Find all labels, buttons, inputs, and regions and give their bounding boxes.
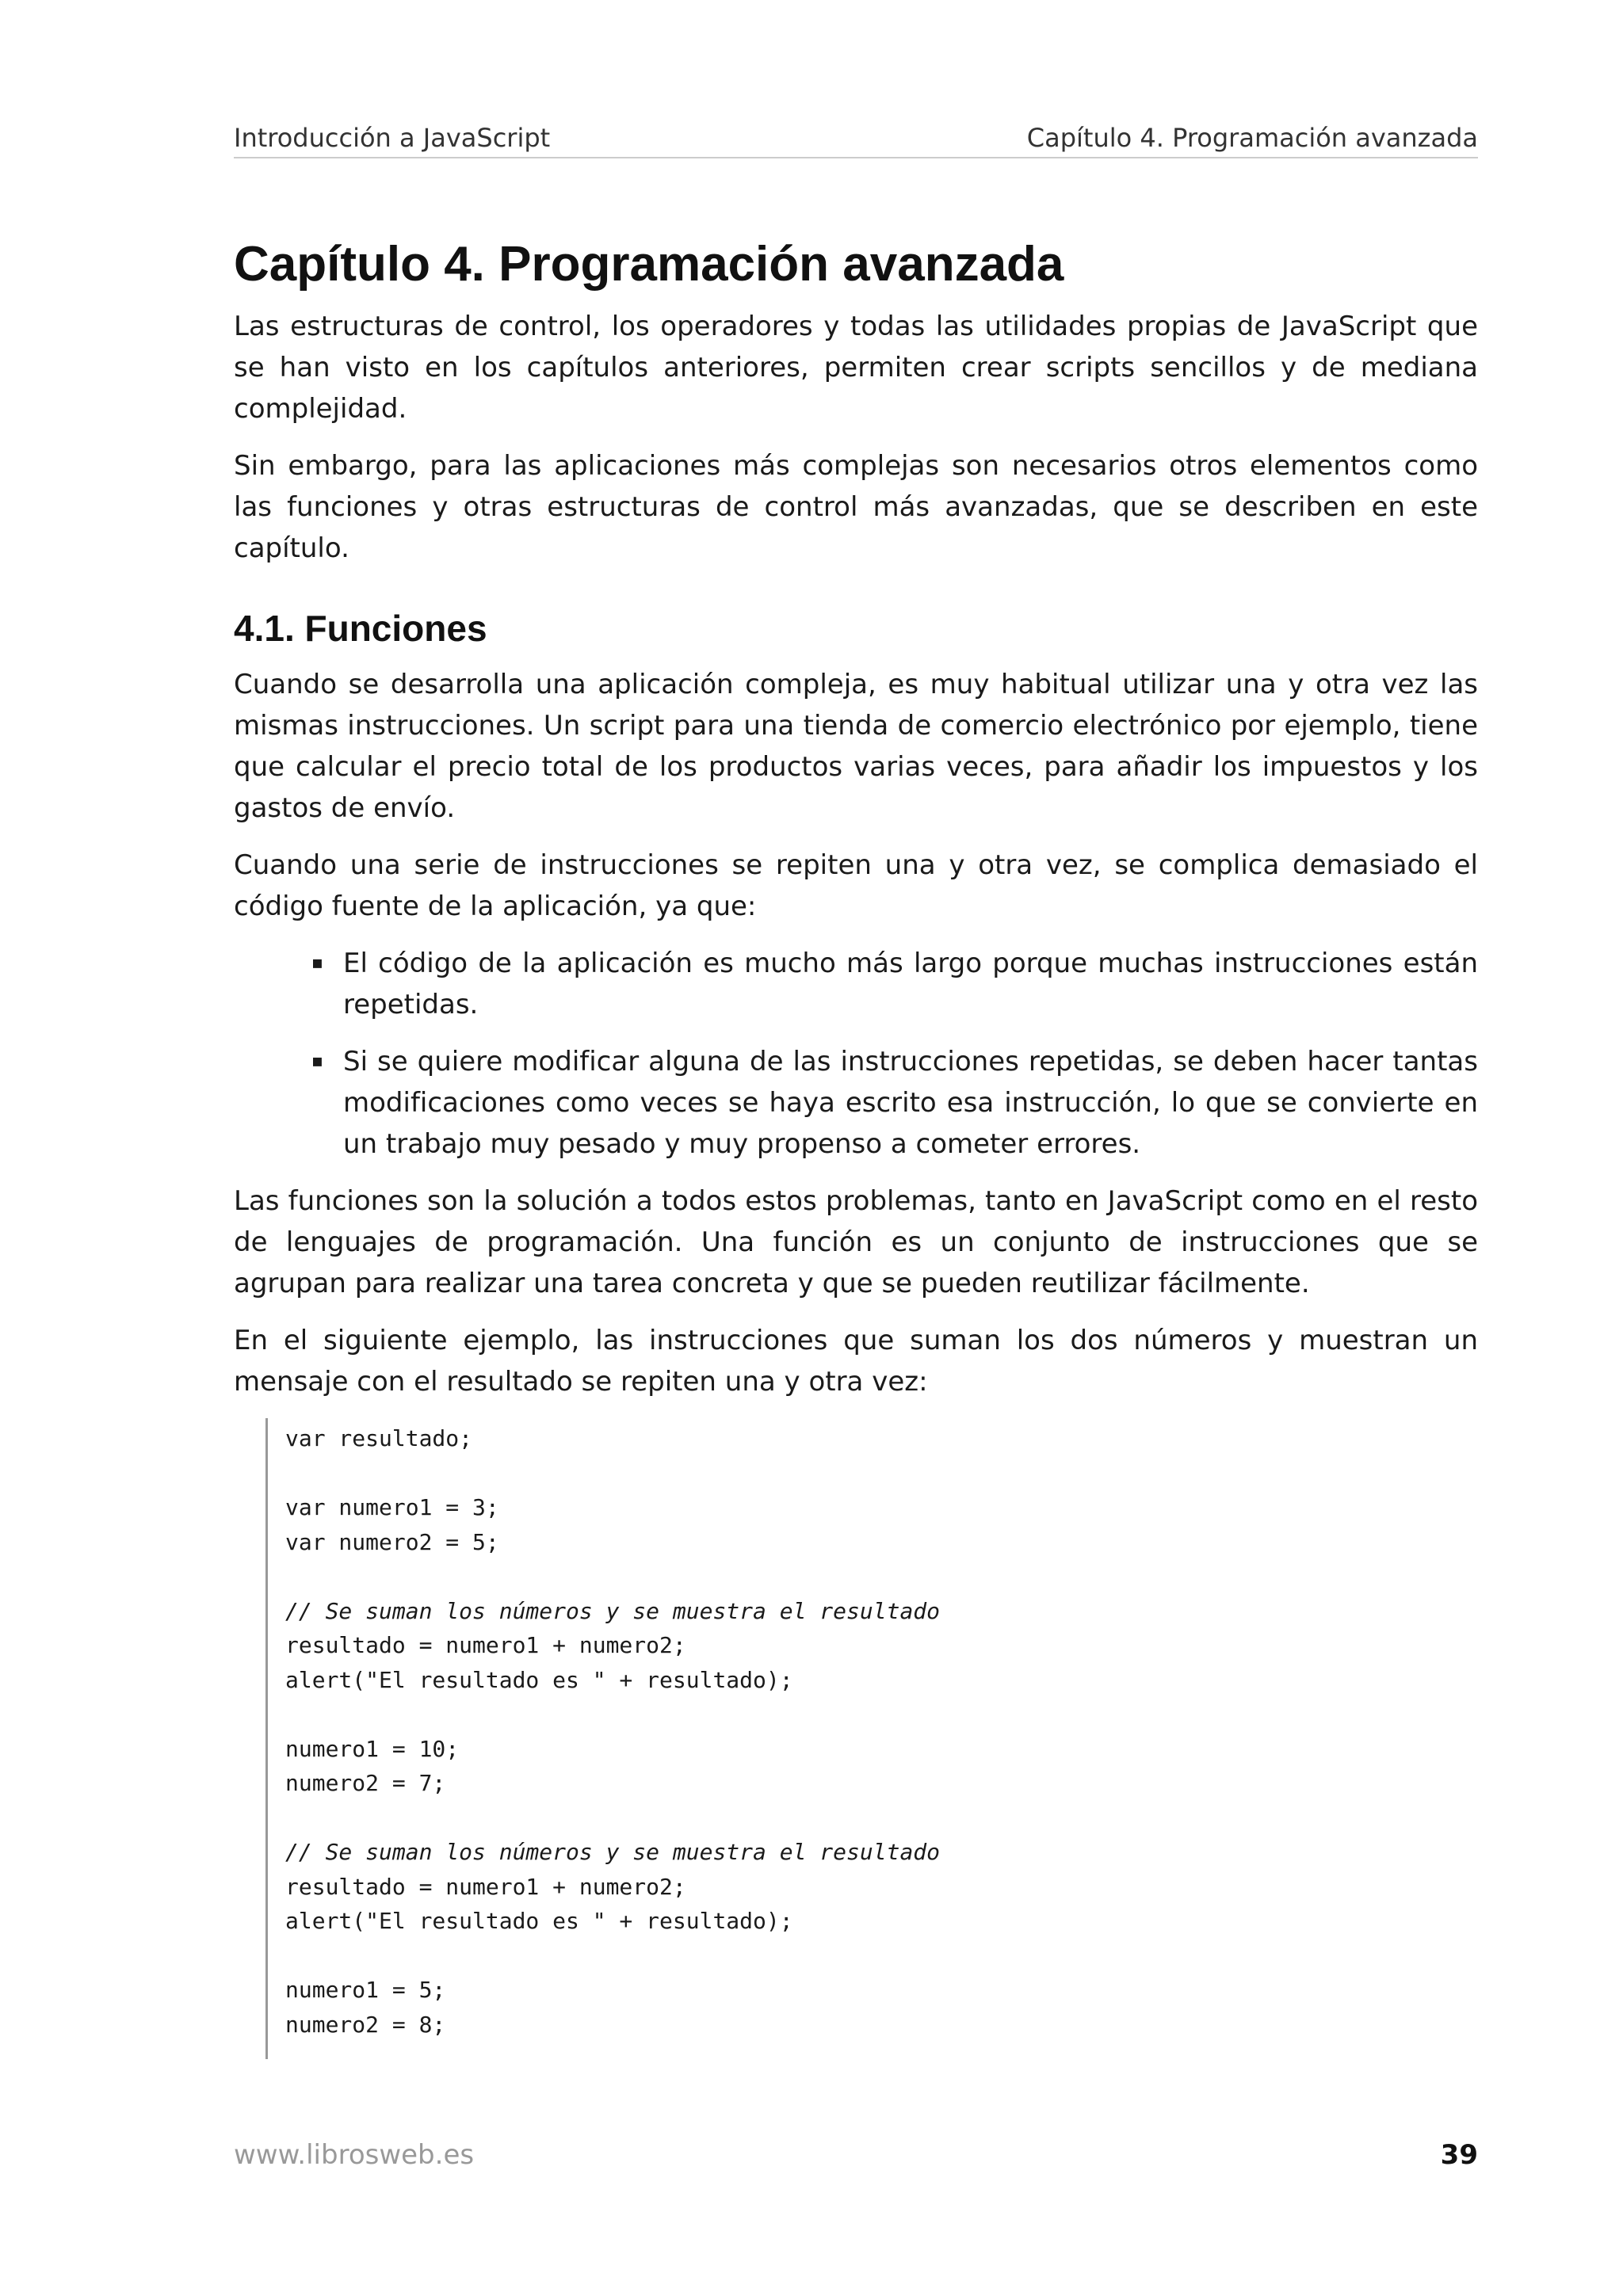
code-line xyxy=(285,1801,1478,1836)
code-line xyxy=(285,1559,1478,1594)
bullet-marker: ▪ xyxy=(311,953,323,973)
code-line: var numero2 = 5; xyxy=(285,1528,499,1555)
code-line: resultado = numero1 + numero2; xyxy=(285,1632,686,1658)
code-example xyxy=(265,1418,1478,2059)
running-header xyxy=(234,119,1478,158)
section-title: 4.1. Funciones xyxy=(234,608,487,649)
code-comment-line: // Se suman los números y se muestra el resultado xyxy=(285,1597,941,1624)
list-item xyxy=(311,1041,1478,1165)
document-page xyxy=(234,0,1478,2296)
running-footer xyxy=(234,2139,1478,2171)
code-line xyxy=(285,1456,1478,1491)
code-line: numero1 = 5; xyxy=(285,1977,446,2003)
example-intro-paragraph: En el siguiente ejemplo, las instrucciones que suman los dos números y muestran un mensaje con el resultado se repiten una y otra vez: xyxy=(234,1325,1478,1398)
page-number: 39 xyxy=(1440,2139,1478,2171)
problem-list xyxy=(234,943,1478,1165)
page-content xyxy=(234,231,1478,2059)
code-line: var resultado; xyxy=(285,1425,473,1451)
code-line: numero2 = 7; xyxy=(285,1770,446,1796)
code-line: numero2 = 8; xyxy=(285,2011,446,2038)
code-line xyxy=(285,1697,1478,1732)
code-comment-line: // Se suman los números y se muestra el resultado xyxy=(285,1839,941,1865)
code-line: alert("El resultado es " + resultado); xyxy=(285,1908,793,1934)
header-chapter-title: Capítulo 4. Programación avanzada xyxy=(1026,123,1478,153)
section-paragraph-1: Cuando se desarrolla una aplicación compleja, es muy habitual utilizar una y otra vez las mismas instrucciones. Un script para una tienda de comercio electrónico por ejemplo, tiene que calcular el precio total de los productos varias veces, para añadir los impuestos y los gastos de envío. xyxy=(234,669,1478,824)
code-line: alert("El resultado es " + resultado); xyxy=(285,1666,793,1693)
bullet-marker: ▪ xyxy=(311,1051,323,1071)
header-book-title: Introducción a JavaScript xyxy=(234,123,551,153)
section-paragraph-2: Cuando una serie de instrucciones se repiten una y otra vez, se complica demasiado el código fuente de la aplicación, ya que: xyxy=(234,849,1478,922)
functions-paragraph: Las funciones son la solución a todos estos problemas, tanto en JavaScript como en el resto de lenguajes de programación. Una función es un conjunto de instrucciones que se agrupan para realizar una tarea concreta y que se pueden reutilizar fácilmente. xyxy=(234,1185,1478,1299)
list-item-text: Si se quiere modificar alguna de las instrucciones repetidas, se deben hacer tantas modificaciones como veces se haya escrito esa instrucción, lo que se convierte en un trabajo muy pesado y muy propenso a cometer errores. xyxy=(343,1046,1478,1160)
code-line: numero1 = 10; xyxy=(285,1735,460,1762)
list-item xyxy=(311,943,1478,1025)
code-line: resultado = numero1 + numero2; xyxy=(285,1873,686,1900)
code-line xyxy=(285,1939,1478,1974)
code-line: var numero1 = 3; xyxy=(285,1494,499,1520)
intro-paragraph-2: Sin embargo, para las aplicaciones más complejas son necesarios otros elementos como las funciones y otras estructuras de control más avanzadas, que se describen en este capítulo. xyxy=(234,450,1478,564)
chapter-title: Capítulo 4. Programación avanzada xyxy=(234,237,1064,292)
footer-website-link[interactable]: www.librosweb.es xyxy=(234,2139,475,2171)
intro-paragraph-1: Las estructuras de control, los operadores y todas las utilidades propias de JavaScript que se han visto en los capítulos anteriores, permiten crear scripts sencillos y de mediana complejidad. xyxy=(234,311,1478,425)
list-item-text: El código de la aplicación es mucho más largo porque muchas instrucciones están repetidas. xyxy=(343,948,1478,1020)
